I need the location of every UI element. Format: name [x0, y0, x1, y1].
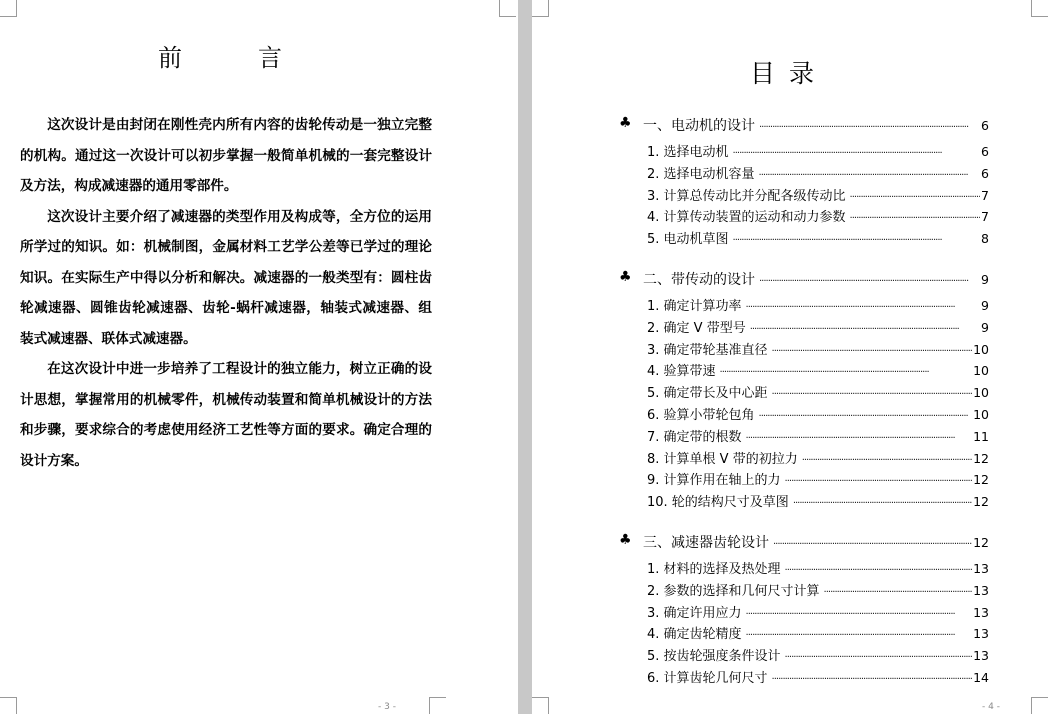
preface-body: [20, 110, 432, 476]
crop-mark-bottom-left: [532, 697, 549, 714]
preface-paragraph: 这次设计是由封闭在刚性壳内所有内容的齿轮传动是一独立完整的机构。通过这一次设计可以初步掌握一般简单机械的一套完整设计及方法，构成减速器的通用零部件。: [20, 117, 432, 194]
toc-page-number: 7: [981, 187, 989, 203]
toc-item[interactable]: [619, 667, 989, 689]
toc-leader: [785, 476, 973, 487]
toc-item[interactable]: [619, 185, 989, 207]
toc-item-label: 2. 参数的选择和几何尺寸计算: [647, 583, 820, 599]
toc-heading[interactable]: [619, 115, 989, 141]
toc-item[interactable]: [619, 360, 989, 382]
toc-item-label: 2. 确定 V 带型号: [647, 320, 746, 336]
toc-leader: [746, 433, 973, 444]
toc-item[interactable]: [619, 491, 989, 513]
toc-item-label: 6. 计算齿轮几何尺寸: [647, 670, 768, 686]
page-number: - 3 -: [378, 702, 396, 712]
toc-item-label: 3. 计算总传动比并分配各级传动比: [647, 188, 846, 204]
toc-leader: [802, 455, 972, 466]
toc-heading[interactable]: [619, 532, 989, 558]
toc-page-number: 10: [973, 406, 989, 422]
toc-page-number: 13: [973, 582, 989, 598]
toc-item-label: 8. 计算单根 V 带的初拉力: [647, 451, 798, 467]
preface-paragraph: 在这次设计中进一步培养了工程设计的独立能力，树立正确的设计思想，掌握常用的机械零件，机械传动装置和简单机械设计的方法和步骤，要求综合的考虑使用经济工艺性等方面的要求。确定合理的设计方案。: [20, 361, 432, 469]
toc-item[interactable]: [619, 623, 989, 645]
toc-leader: [785, 652, 973, 663]
toc-leader: [759, 122, 980, 133]
toc-page-number: 6: [981, 118, 989, 133]
toc-leader: [850, 213, 981, 224]
crop-mark-top-left: [0, 0, 17, 17]
toc-page-number: 14: [973, 669, 989, 685]
toc-item[interactable]: [619, 382, 989, 404]
toc-item[interactable]: [619, 580, 989, 602]
crop-mark-top-left: [532, 0, 549, 17]
crop-mark-bottom-right: [429, 697, 446, 714]
toc-section-motor: [619, 115, 989, 250]
toc-item-label: 5. 按齿轮强度条件设计: [647, 649, 781, 665]
toc-item-label: 4. 计算传动装置的运动和动力参数: [647, 210, 846, 226]
toc-leader: [733, 235, 981, 246]
toc-leader: [824, 587, 973, 598]
toc-item-label: 4. 验算带速: [647, 364, 716, 380]
toc-page-number: 6: [981, 165, 989, 181]
toc-item-label: 9. 计算作用在轴上的力: [647, 473, 781, 489]
toc-page-number: 9: [981, 272, 989, 287]
toc-item[interactable]: [619, 317, 989, 339]
toc-leader: [720, 367, 973, 378]
toc-item-label: 5. 电动机草图: [647, 232, 729, 248]
toc-page-number: 13: [973, 626, 989, 642]
toc-item-label: 4. 确定齿轮精度: [647, 627, 742, 643]
crop-mark-bottom-left: [0, 697, 17, 714]
toc-leader: [759, 411, 973, 422]
toc-leader: [759, 170, 981, 181]
toc-page-number: 13: [973, 648, 989, 664]
page-gutter: [518, 0, 532, 714]
toc-leader: [746, 609, 973, 620]
toc-leader: [750, 324, 980, 335]
toc-item-label: 10. 轮的结构尺寸及草图: [647, 495, 789, 511]
toc-item-label: 2. 选择电动机容量: [647, 166, 755, 182]
toc-item[interactable]: [619, 339, 989, 361]
toc-section-belt-drive: [619, 269, 989, 513]
toc-leader: [785, 565, 973, 576]
toc-item-label: 3. 确定带轮基准直径: [647, 342, 768, 358]
toc-page-number: 12: [973, 535, 989, 550]
club-icon: ♣: [619, 115, 632, 131]
toc-item[interactable]: [619, 206, 989, 228]
preface-paragraph: 这次设计主要介绍了减速器的类型作用及构成等，全方位的运用所学过的知识。如：机械制图，金属材料工艺学公差等已学过的理论知识。在实际生产中得以分析和解决。减速器的一般类型有：圆柱齿轮减速器、圆锥齿轮减速器、齿轮-蜗杆减速器，轴装式减速器、组装式减速器、联体式减速器。: [20, 208, 432, 347]
toc-item[interactable]: [619, 228, 989, 250]
toc-item[interactable]: [619, 141, 989, 163]
toc-item-label: 1. 确定计算功率: [647, 299, 742, 314]
crop-mark-top-right: [1031, 0, 1048, 17]
toc-item[interactable]: [619, 404, 989, 426]
toc-item-label: 5. 确定带长及中心距: [647, 386, 768, 402]
toc-item-label: 7. 确定带的根数: [647, 429, 742, 445]
toc-item-label: 6. 验算小带轮包角: [647, 407, 755, 423]
toc-page-number: 9: [981, 319, 989, 335]
toc-heading[interactable]: [619, 269, 989, 295]
toc-page-number: 10: [973, 363, 989, 379]
club-icon: ♣: [619, 532, 632, 548]
toc-leader: [746, 302, 981, 313]
toc-page-number: 12: [973, 494, 989, 510]
crop-mark-bottom-right: [1031, 697, 1048, 714]
toc-page-number: 13: [973, 561, 989, 576]
toc-heading-label: 二、带传动的设计: [643, 272, 755, 288]
toc-page-number: 8: [981, 231, 989, 247]
toc-page-number: 10: [973, 341, 989, 357]
club-icon: ♣: [619, 269, 632, 285]
toc-section-gear-design: [619, 532, 989, 689]
toc-page-number: 7: [981, 209, 989, 225]
right-page: [532, 0, 1048, 714]
toc-page-number: 9: [981, 298, 989, 313]
toc-heading-label: 三、减速器齿轮设计: [643, 535, 769, 551]
toc-page-number: 12: [973, 472, 989, 488]
toc-item[interactable]: [619, 558, 989, 580]
toc-item-label: 3. 确定许用应力: [647, 605, 742, 621]
toc-item[interactable]: [619, 163, 989, 185]
toc-leader: [772, 346, 973, 357]
toc-heading-label: 一、电动机的设计: [643, 118, 755, 134]
toc-page-number: 6: [981, 144, 989, 159]
toc-page-number: 11: [973, 428, 989, 444]
toc-leader: [772, 389, 973, 400]
toc-leader: [773, 539, 972, 550]
toc-title: 目录: [750, 59, 829, 88]
toc-item[interactable]: [619, 295, 989, 317]
toc-leader: [733, 148, 981, 159]
toc-page-number: 12: [973, 450, 989, 466]
toc-item-label: 1. 选择电动机: [647, 145, 729, 160]
toc-page-number: 10: [973, 385, 989, 401]
toc-leader: [759, 276, 980, 287]
toc-item-label: 1. 材料的选择及热处理: [647, 562, 781, 577]
preface-title: 前 言: [158, 44, 308, 72]
toc-item[interactable]: [619, 469, 989, 491]
toc-item[interactable]: [619, 448, 989, 470]
toc-item[interactable]: [619, 426, 989, 448]
left-page: [0, 0, 518, 714]
crop-mark-top-right: [499, 0, 516, 17]
toc-leader: [850, 192, 981, 203]
toc-item[interactable]: [619, 645, 989, 667]
toc-item[interactable]: [619, 602, 989, 624]
toc-leader: [772, 674, 973, 685]
page-number: - 4 -: [982, 702, 1000, 712]
toc-leader: [793, 498, 972, 509]
toc-leader: [746, 630, 973, 641]
toc-page-number: 13: [973, 604, 989, 620]
